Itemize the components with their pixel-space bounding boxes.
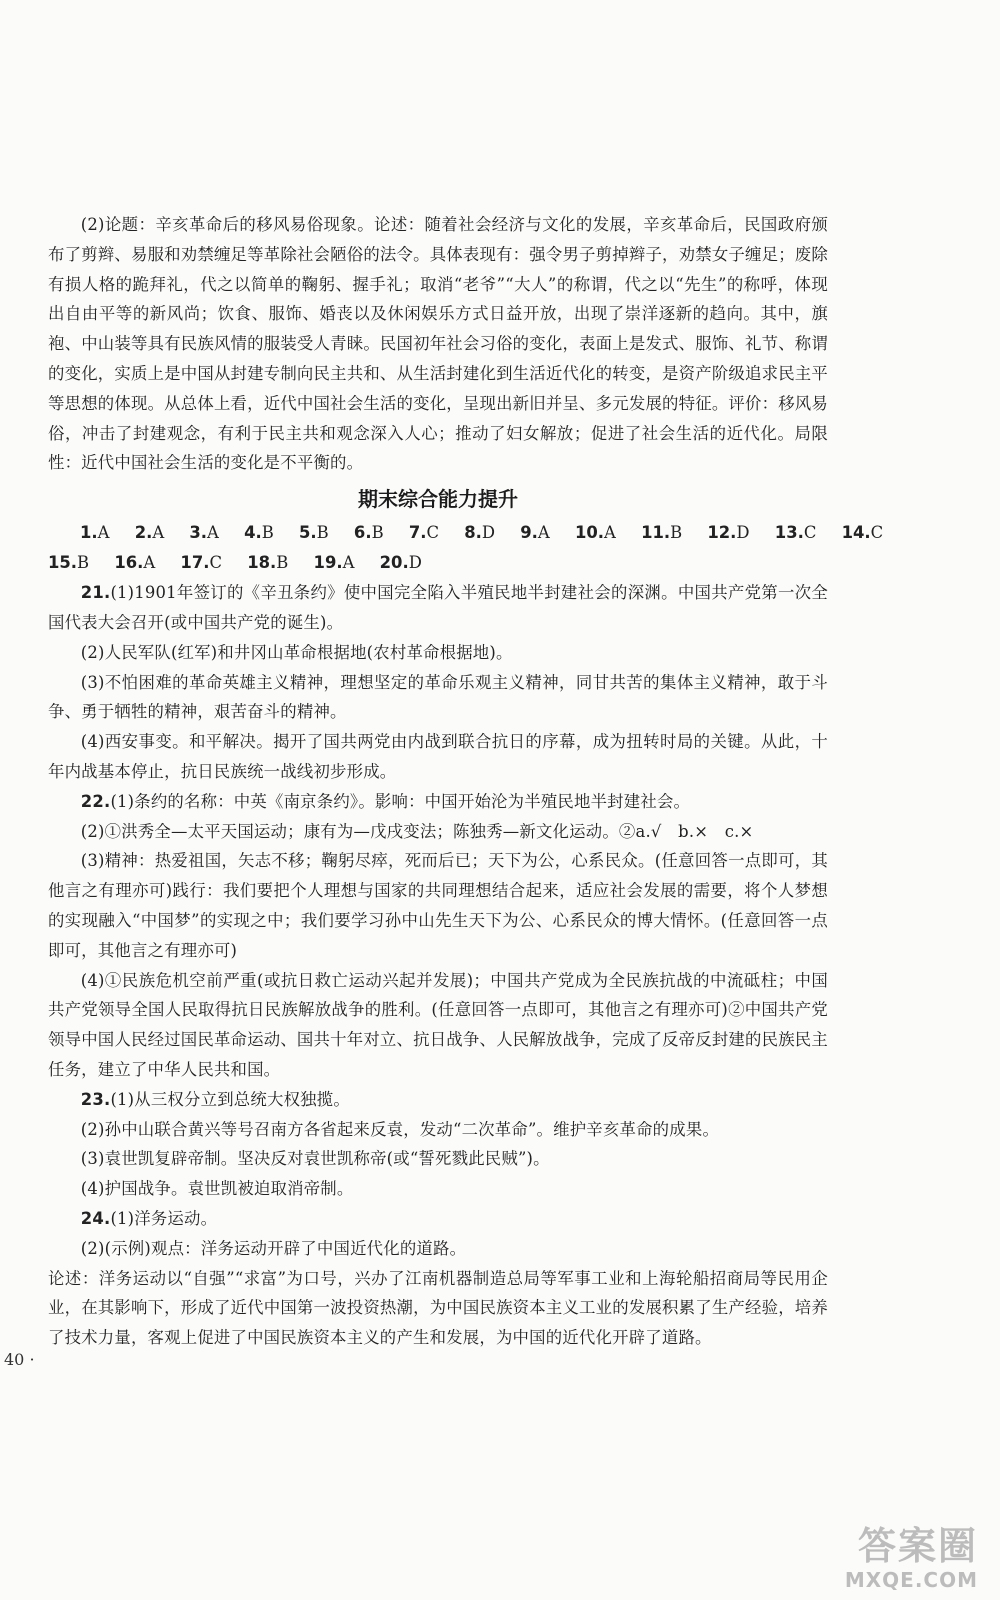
q23-part1: 23.(1)从三权分立到总统大权独揽。: [80, 1089, 350, 1109]
q21-part4: (4)西安事变。和平解决。揭开了国共两党由内战到联合抗日的序幕，成为扭转时局的关键。从此，十年内战基本停止，抗日民族统一战线初步形成。: [48, 732, 828, 781]
section-title: 期末综合能力提升: [358, 487, 518, 512]
mc-answer: 20.D: [379, 553, 422, 573]
answer-page-content: [48, 210, 884, 1353]
mc-answer: 12.D: [707, 523, 750, 543]
mc-answer: 17.C: [180, 553, 223, 573]
mc-answer: 11.B: [641, 523, 683, 543]
watermark-logo: [808, 1522, 978, 1592]
q22-part2: (2)①洪秀全—太平天国运动；康有为—戊戌变法；陈独秀—新文化运动。②a.√ b.× c.×: [80, 821, 754, 841]
mc-answer: 10.A: [574, 523, 616, 543]
mc-answer: 4.B: [244, 523, 274, 543]
mc-answer: 13.C: [774, 523, 817, 543]
q22-part1: 22.(1)条约的名称：中英《南京条约》。影响：中国开始沦为半殖民地半封建社会。: [80, 791, 691, 811]
watermark-url: MXQE.COM: [844, 1568, 978, 1592]
q23-part3: (3)袁世凯复辟帝制。坚决反对袁世凯称帝(或“誓死戮此民贼”)。: [80, 1149, 550, 1169]
q24-part1: 24.(1)洋务运动。: [80, 1208, 218, 1228]
mc-answer: 14.C: [841, 523, 884, 543]
mc-answer: 3.A: [189, 523, 219, 543]
page-number: 40 ·: [4, 1350, 35, 1369]
mc-answer: 19.A: [313, 553, 355, 573]
q23-part2: (2)孙中山联合黄兴等号召南方各省起来反袁，发动“二次革命”。维护辛亥革命的成果。: [80, 1119, 720, 1139]
mc-answer: 8.D: [464, 523, 496, 543]
mc-answers-row-1: [48, 518, 884, 548]
mc-answer: 7.C: [408, 523, 440, 543]
mc-answers-row-2: [48, 548, 828, 578]
q22-part3: (3)精神：热爱祖国，矢志不移；鞠躬尽瘁，死而后已；天下为公，心系民众。(任意回答一点即可，其他言之有理亦可)践行：我们要把个人理想与国家的共同理想结合起来，适应社会发展的需要，将个人梦想的实现融入“中国梦”的实现之中；我们要学习孙中山先生天下为公、心系民众的博大情怀。(任意回答一点即可，其他言之有理亦可): [48, 851, 828, 960]
q24-part2: (2)(示例)观点：洋务运动开辟了中国近代化的道路。: [80, 1238, 467, 1258]
mc-answer: 16.A: [114, 553, 156, 573]
mc-answer: 15.B: [48, 553, 90, 573]
mc-answer: 2.A: [134, 523, 165, 543]
mc-answer: 9.A: [520, 523, 550, 543]
mc-answer: 6.B: [353, 523, 384, 543]
q21-part3: (3)不怕困难的革命英雄主义精神，理想坚定的革命乐观主义精神，同甘共苦的集体主义精神，敢于斗争、勇于牺牲的精神，艰苦奋斗的精神。: [48, 672, 828, 722]
q21-part1: 21.(1)1901年签订的《辛丑条约》使中国完全陷入半殖民地半封建社会的深渊。中国共产党第一次全国代表大会召开(或中国共产党的诞生)。: [48, 583, 828, 632]
mc-answer: 5.B: [299, 523, 329, 543]
mc-answer: 1.A: [80, 523, 110, 543]
intro-paragraph: (2)论题：辛亥革命后的移风易俗现象。论述：随着社会经济与文化的发展，辛亥革命后，民国政府颁布了剪辫、易服和劝禁缠足等革除社会陋俗的法令。具体表现有：强令男子剪掉辫子，劝禁女子缠足；废除有损人格的跪拜礼，代之以简单的鞠躬、握手礼；取消“老爷”“大人”的称谓，代之以“先生”的称呼，体现出自由平等的新风尚；饮食、服饰、婚丧以及休闲娱乐方式日益开放，出现了崇洋逐新的趋向。其中，旗袍、中山装等具有民族风情的服装受人青睐。民国初年社会习俗的变化，表面上是发式、服饰、礼节、称谓的变化，实质上是中国从封建专制向民主共和、从生活封建化到生活近代化的转变，是资产阶级追求民主平等思想的体现。从总体上看，近代中国社会生活的变化，呈现出新旧并呈、多元发展的特征。评价：移风易俗，冲击了封建观念，有利于民主共和观念深入人心；推动了妇女解放；促进了社会生活的近代化。局限性：近代中国社会生活的变化是不平衡的。: [48, 215, 828, 473]
q21-part2: (2)人民军队(红军)和井冈山革命根据地(农村革命根据地)。: [80, 642, 513, 662]
q22-part4: (4)①民族危机空前严重(或抗日救亡运动兴起并发展)；中国共产党成为全民族抗战的中流砥柱；中国共产党领导全国人民取得抗日民族解放战争的胜利。(任意回答一点即可，其他言之有理亦可)②中国共产党领导中国人民经过国民革命运动、国共十年对立、抗日战争、人民解放战争，完成了反帝反封建的民族民主任务，建立了中华人民共和国。: [48, 970, 828, 1079]
q24-part3: 论述：洋务运动以“自强”“求富”为口号，兴办了江南机器制造总局等军事工业和上海轮船招商局等民用企业，在其影响下，形成了近代中国第一波投资热潮，为中国民族资本主义工业的发展积累了生产经验，培养了技术力量，客观上促进了中国民族资本主义的产生和发展，为中国的近代化开辟了道路。: [48, 1268, 828, 1348]
mc-answer: 18.B: [247, 553, 289, 573]
q23-part4: (4)护国战争。袁世凯被迫取消帝制。: [80, 1179, 354, 1199]
watermark-text: 答案圈: [857, 1524, 978, 1568]
